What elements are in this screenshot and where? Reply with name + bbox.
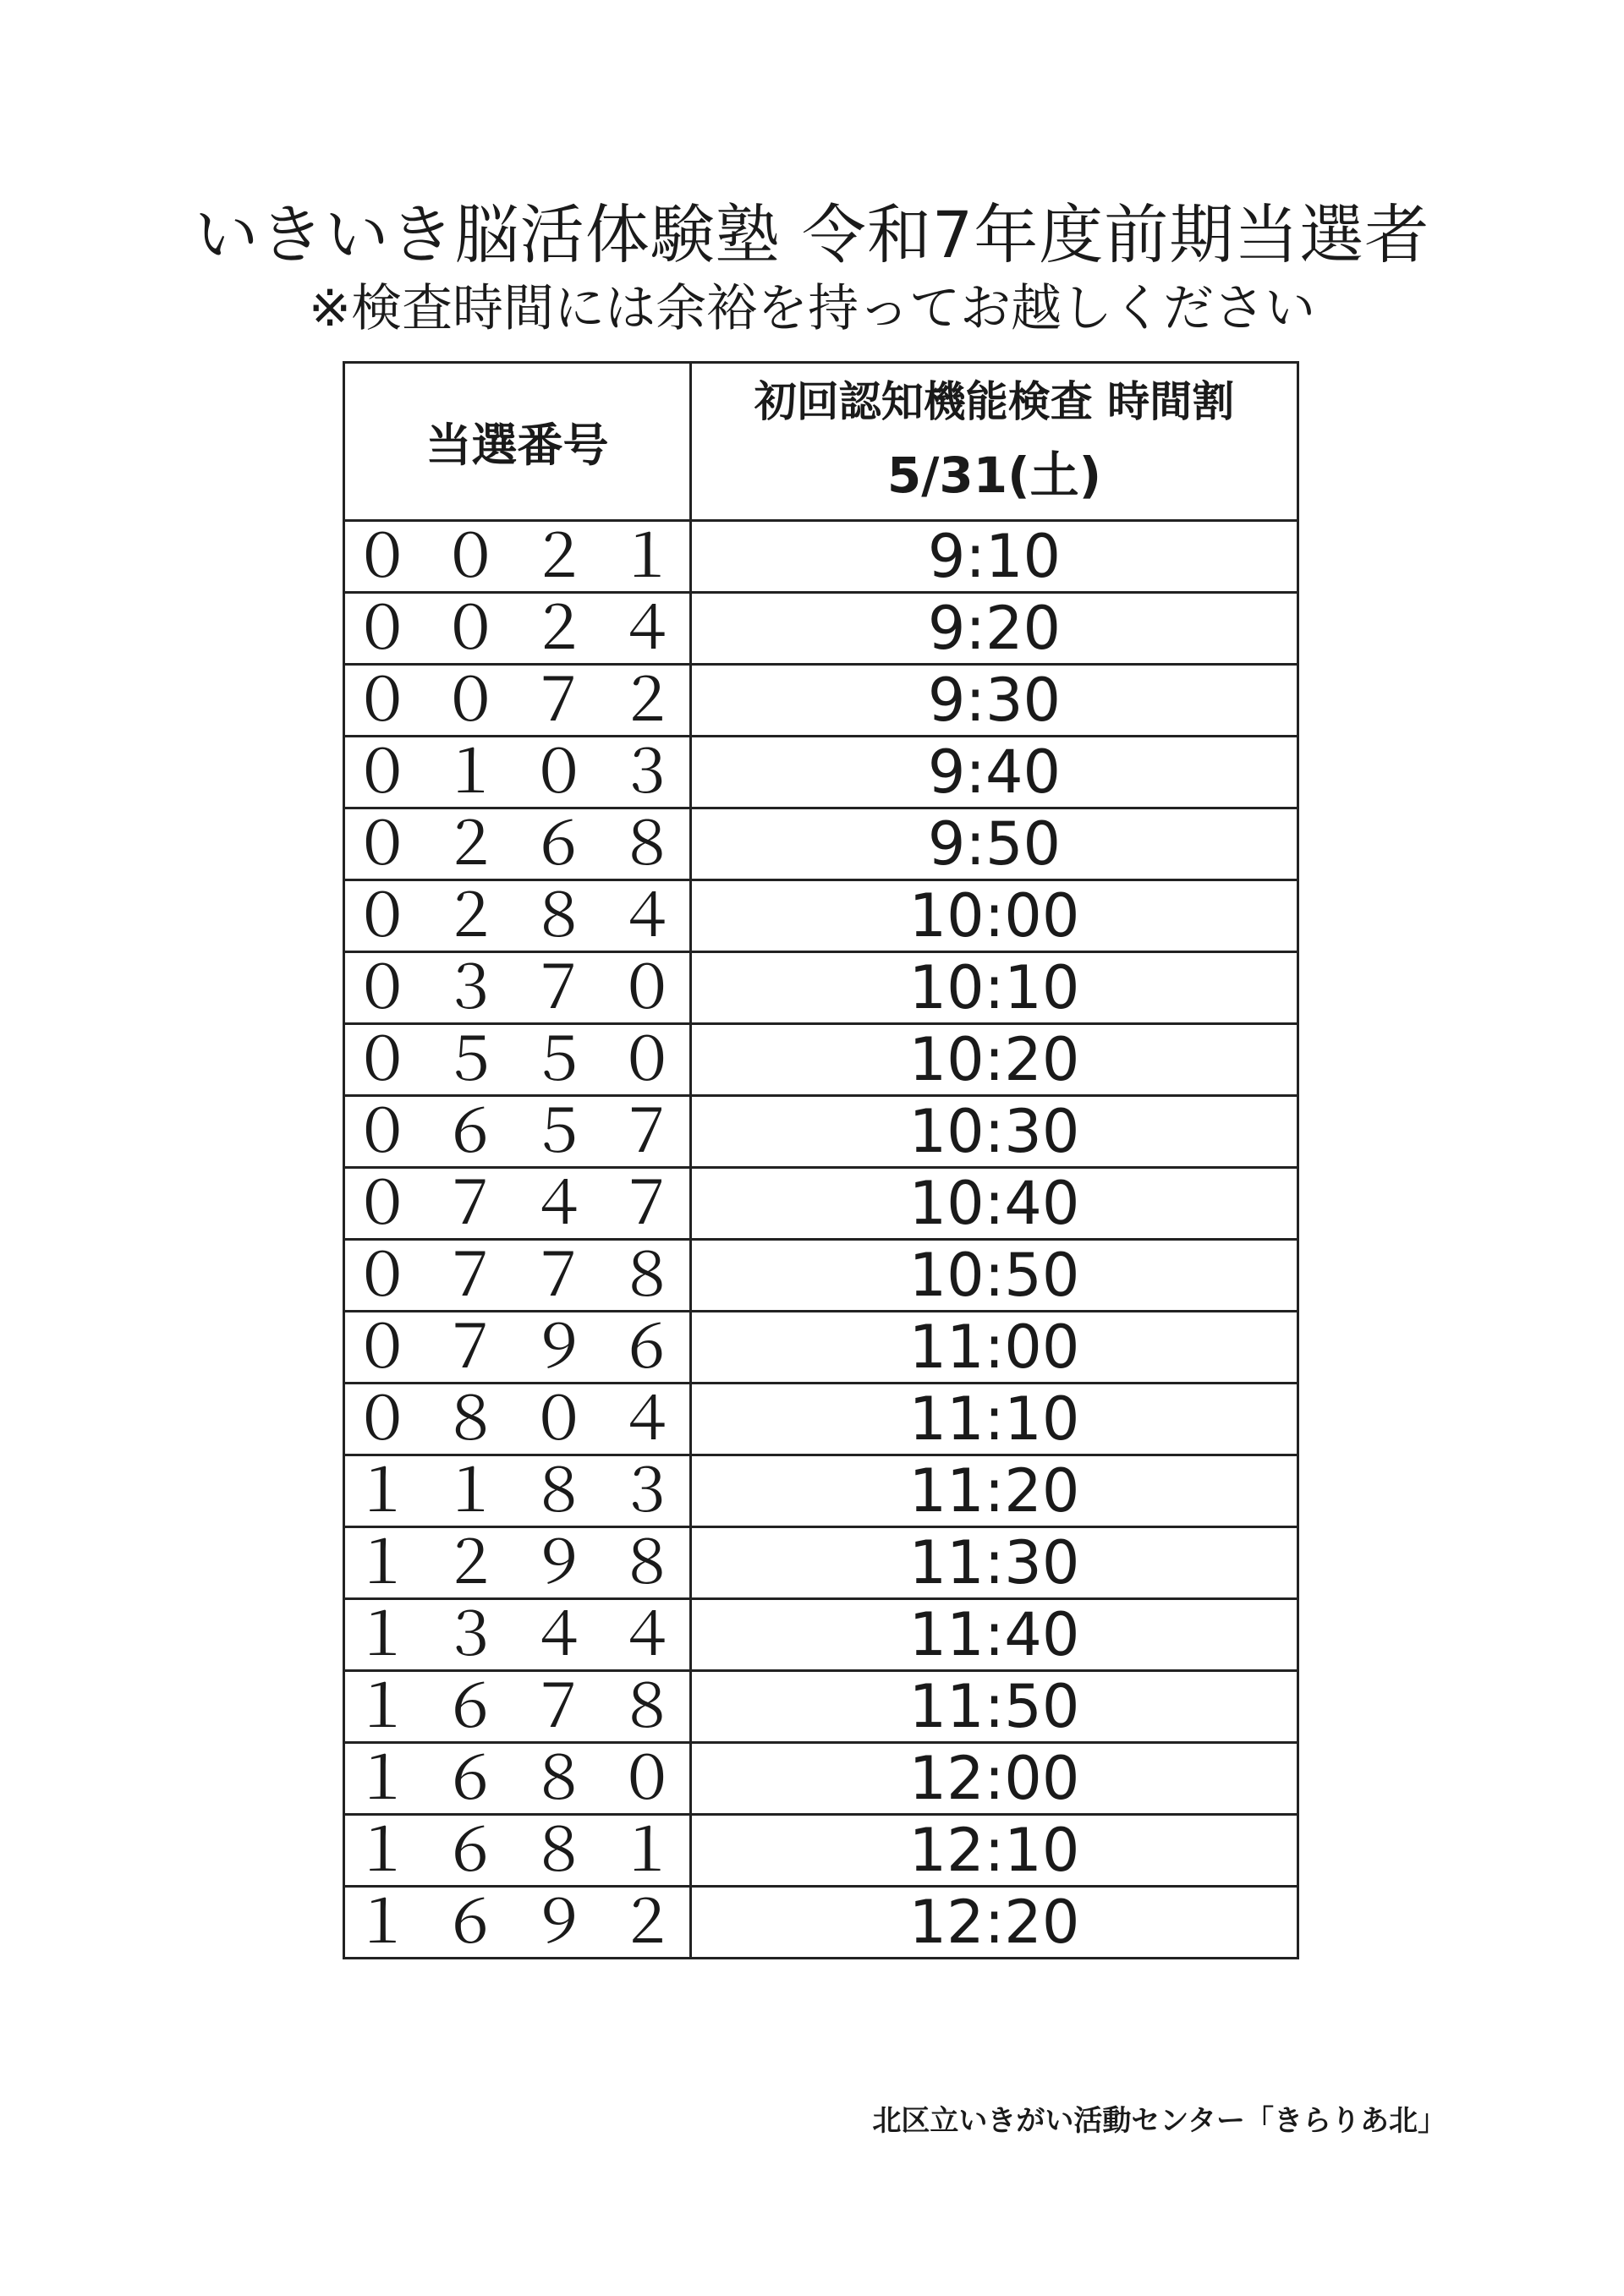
table-row — [344, 952, 1298, 1024]
table-row — [344, 593, 1298, 665]
table-row — [344, 1240, 1298, 1312]
header-schedule-title: 初回認知機能検査 時間割 — [754, 377, 1235, 426]
exam-time-cell: 10:10 — [691, 952, 1298, 1024]
exam-time-cell: 10:30 — [691, 1096, 1298, 1168]
table-row — [344, 1455, 1298, 1527]
winning-number-cell: １ ３ ４ ４ — [344, 1599, 691, 1671]
exam-time-cell: 12:00 — [691, 1743, 1298, 1815]
winning-number-cell: ０ ８ ０ ４ — [344, 1384, 691, 1455]
table-row — [344, 880, 1298, 952]
table-row — [344, 665, 1298, 737]
table-row — [344, 1887, 1298, 1959]
page-title: いきいき脳活体験塾 令和7年度前期当選者 — [194, 197, 1430, 272]
winning-number-cell: ０ ０ ２ １ — [344, 521, 691, 593]
exam-time-cell: 10:50 — [691, 1240, 1298, 1312]
header-schedule-date: 5/31(土) — [886, 447, 1102, 504]
table-row — [344, 737, 1298, 808]
table-row — [344, 1743, 1298, 1815]
table-header-row — [344, 363, 1298, 521]
winning-number-cell: ０ ３ ７ ０ — [344, 952, 691, 1024]
exam-time-cell: 11:00 — [691, 1312, 1298, 1384]
winning-number-cell: ０ １ ０ ３ — [344, 737, 691, 808]
winning-number-cell: １ ６ ９ ２ — [344, 1887, 691, 1959]
exam-time-cell: 11:30 — [691, 1527, 1298, 1599]
exam-time-cell: 10:00 — [691, 880, 1298, 952]
winning-number-cell: １ ６ ８ ０ — [344, 1743, 691, 1815]
exam-time-cell: 11:40 — [691, 1599, 1298, 1671]
table-row — [344, 1096, 1298, 1168]
winning-number-cell: ０ ０ ７ ２ — [344, 665, 691, 737]
exam-time-cell: 9:10 — [691, 521, 1298, 593]
organization-footer: 北区立いきがい活動センター「きらりあ北」 — [872, 2104, 1446, 2138]
winners-table — [343, 361, 1299, 1959]
page-subtitle: ※検査時間には余裕を持ってお越しください — [308, 279, 1316, 338]
winning-number-cell: １ ６ ８ １ — [344, 1815, 691, 1887]
exam-time-cell: 12:10 — [691, 1815, 1298, 1887]
exam-time-cell: 9:40 — [691, 737, 1298, 808]
winning-number-cell: ０ ７ ９ ６ — [344, 1312, 691, 1384]
winning-number-cell: １ １ ８ ３ — [344, 1455, 691, 1527]
winning-number-cell: ０ ６ ５ ７ — [344, 1096, 691, 1168]
table-row — [344, 1815, 1298, 1887]
table-body — [344, 521, 1298, 1959]
exam-time-cell: 9:20 — [691, 593, 1298, 665]
winning-number-cell: ０ ７ ７ ８ — [344, 1240, 691, 1312]
winning-number-cell: ０ ５ ５ ０ — [344, 1024, 691, 1096]
table-row — [344, 1024, 1298, 1096]
exam-time-cell: 12:20 — [691, 1887, 1298, 1959]
header-schedule — [691, 363, 1298, 521]
table-row — [344, 1384, 1298, 1455]
table-row — [344, 1671, 1298, 1743]
table-row — [344, 1312, 1298, 1384]
exam-time-cell: 10:20 — [691, 1024, 1298, 1096]
winning-number-cell: ０ ０ ２ ４ — [344, 593, 691, 665]
winning-number-cell: ０ ２ ６ ８ — [344, 808, 691, 880]
winning-number-cell: ０ ２ ８ ４ — [344, 880, 691, 952]
table-row — [344, 808, 1298, 880]
winning-number-cell: １ ６ ７ ８ — [344, 1671, 691, 1743]
exam-time-cell: 9:30 — [691, 665, 1298, 737]
header-winning-number: 当選番号 — [344, 363, 691, 521]
winning-number-cell: １ ２ ９ ８ — [344, 1527, 691, 1599]
exam-time-cell: 10:40 — [691, 1168, 1298, 1240]
exam-time-cell: 11:20 — [691, 1455, 1298, 1527]
table-row — [344, 1168, 1298, 1240]
table-row — [344, 1599, 1298, 1671]
exam-time-cell: 11:50 — [691, 1671, 1298, 1743]
table-row — [344, 1527, 1298, 1599]
table-row — [344, 521, 1298, 593]
winning-number-cell: ０ ７ ４ ７ — [344, 1168, 691, 1240]
exam-time-cell: 9:50 — [691, 808, 1298, 880]
exam-time-cell: 11:10 — [691, 1384, 1298, 1455]
